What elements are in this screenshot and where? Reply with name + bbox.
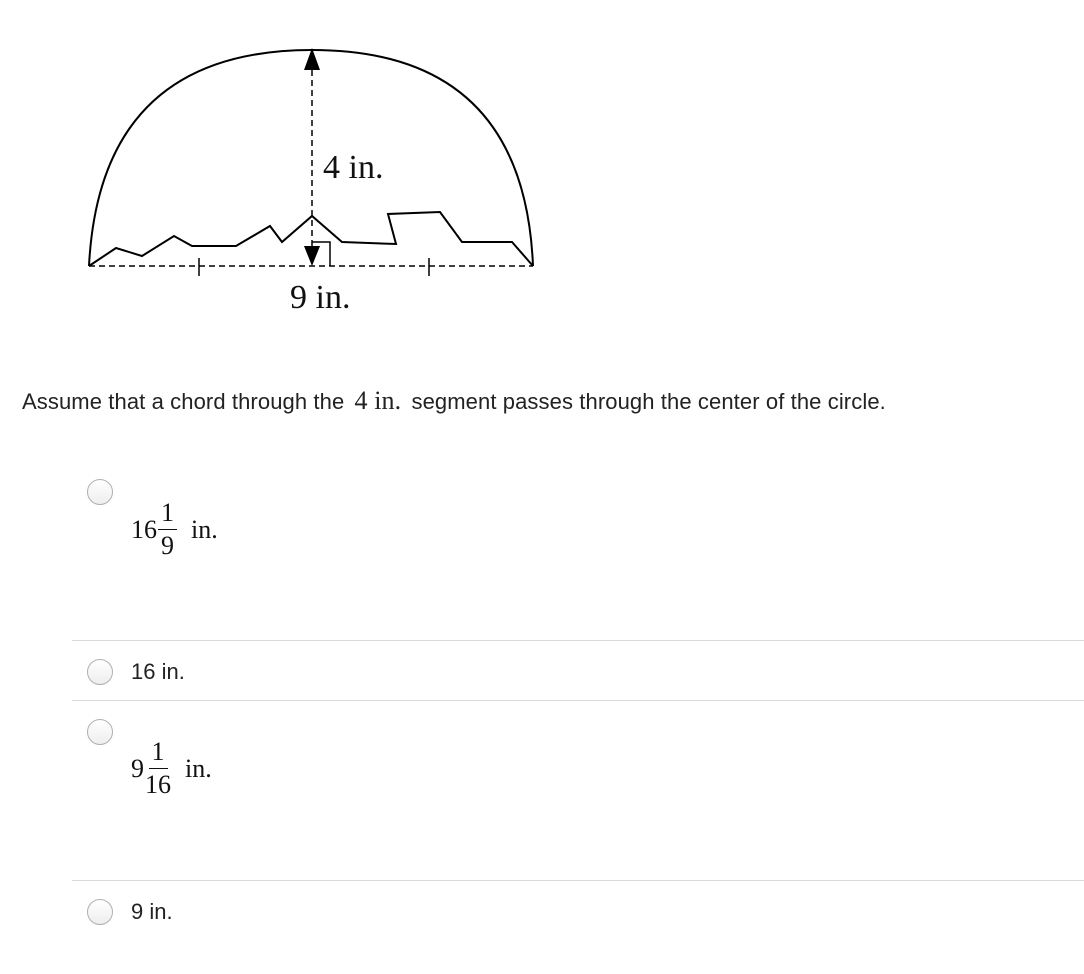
option-1-answer[interactable] (131, 500, 218, 559)
option-3-answer[interactable] (131, 739, 212, 798)
option-2-label[interactable]: 16 in. (131, 659, 185, 684)
question-text-after: segment passes through the center of the circle. (411, 389, 886, 414)
option-3-fraction (145, 739, 171, 798)
segment-diagram-svg (0, 0, 620, 340)
option-1-radio[interactable] (87, 479, 113, 505)
arrowhead-up (304, 48, 320, 70)
option-3-denominator: 16 (145, 770, 171, 799)
question-text-before: Assume that a chord through the (22, 389, 345, 414)
question-math-value: 4 in. (354, 386, 402, 415)
option-1-unit: in. (191, 514, 218, 544)
option-divider (72, 700, 1084, 701)
option-3-unit: in. (185, 753, 212, 783)
arrowhead-down (304, 246, 320, 266)
option-1-numerator: 1 (158, 500, 177, 530)
option-3-whole: 9 (131, 753, 144, 783)
option-4-label[interactable]: 9 in. (131, 899, 173, 924)
option-divider (72, 880, 1084, 881)
option-1-fraction (158, 500, 177, 559)
question-prompt (22, 386, 886, 416)
option-2-radio[interactable] (87, 659, 113, 685)
option-4-radio[interactable] (87, 899, 113, 925)
option-1-whole: 16 (131, 514, 157, 544)
height-label: 4 in. (323, 149, 384, 186)
segment-diagram (0, 0, 620, 340)
circle-arc (89, 50, 533, 266)
option-3-radio[interactable] (87, 719, 113, 745)
option-1-denominator: 9 (161, 531, 174, 560)
option-divider (72, 640, 1084, 641)
width-label: 9 in. (290, 279, 351, 316)
option-3-numerator: 1 (149, 739, 168, 769)
